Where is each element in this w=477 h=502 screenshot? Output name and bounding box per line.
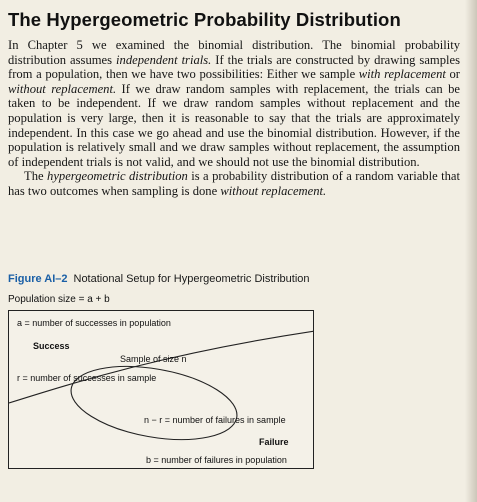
p2-emphasis-without-replacement: without replacement. [220,183,327,198]
failures-in-population-label: b = number of failures in population [146,455,287,465]
p2-text-a: The [24,169,48,184]
page-edge-shadow [465,0,477,502]
p1-text-e: or [445,67,460,82]
p1-text-g: If we draw random samples with replacement, the trials can be taken to be independent. If we draw random samples without replacement and the population is very large, then it is reasonable to say that the trials are approximately independent. In this case we go ahead and use the binomial distribution. However, if the population is relatively small and we draw samples without replacement, the assumption of independent trials is not valid, and we should not use the binomial distribution. [8,81,460,169]
p1-text-c: If the trials are constructed by drawing samples from a population, then we have two possibilities: Either we sample [8,52,460,82]
p2-emphasis-hypergeometric: hypergeometric distribution [47,169,188,184]
p1-emphasis-independent-trials: independent trials. [116,52,212,67]
p2-text-c: is a probability distribution of a random variable that has two outcomes when sampling is done [8,169,460,198]
success-region-label: Success [33,341,70,351]
failures-in-sample-label: n − r = number of failures in sample [144,415,286,425]
body-text [8,38,460,199]
paragraph-2 [8,169,460,198]
sample-size-label: Sample of size n [120,354,187,364]
figure-title: Notational Setup for Hypergeometric Distribution [73,273,310,285]
p1-text-a: In Chapter 5 we examined the binomial distribution. The binomial probability distribution assumes [8,38,460,67]
successes-in-population-label: a = number of successes in population [17,318,171,328]
figure-caption [8,273,310,285]
hypergeometric-diagram [8,310,314,469]
p1-emphasis-with-replacement: with replacement [358,67,446,82]
p1-emphasis-without-replacement: without replacement. [8,81,117,96]
population-size-label: Population size = a + b [8,294,110,305]
sample-ellipse [65,355,242,451]
paragraph-1 [8,38,460,169]
successes-in-sample-label: r = number of successes in sample [17,373,157,383]
section-heading: The Hypergeometric Probability Distribution [8,9,401,30]
failure-region-label: Failure [259,437,289,447]
figure-number: Figure AI–2 [8,273,68,285]
